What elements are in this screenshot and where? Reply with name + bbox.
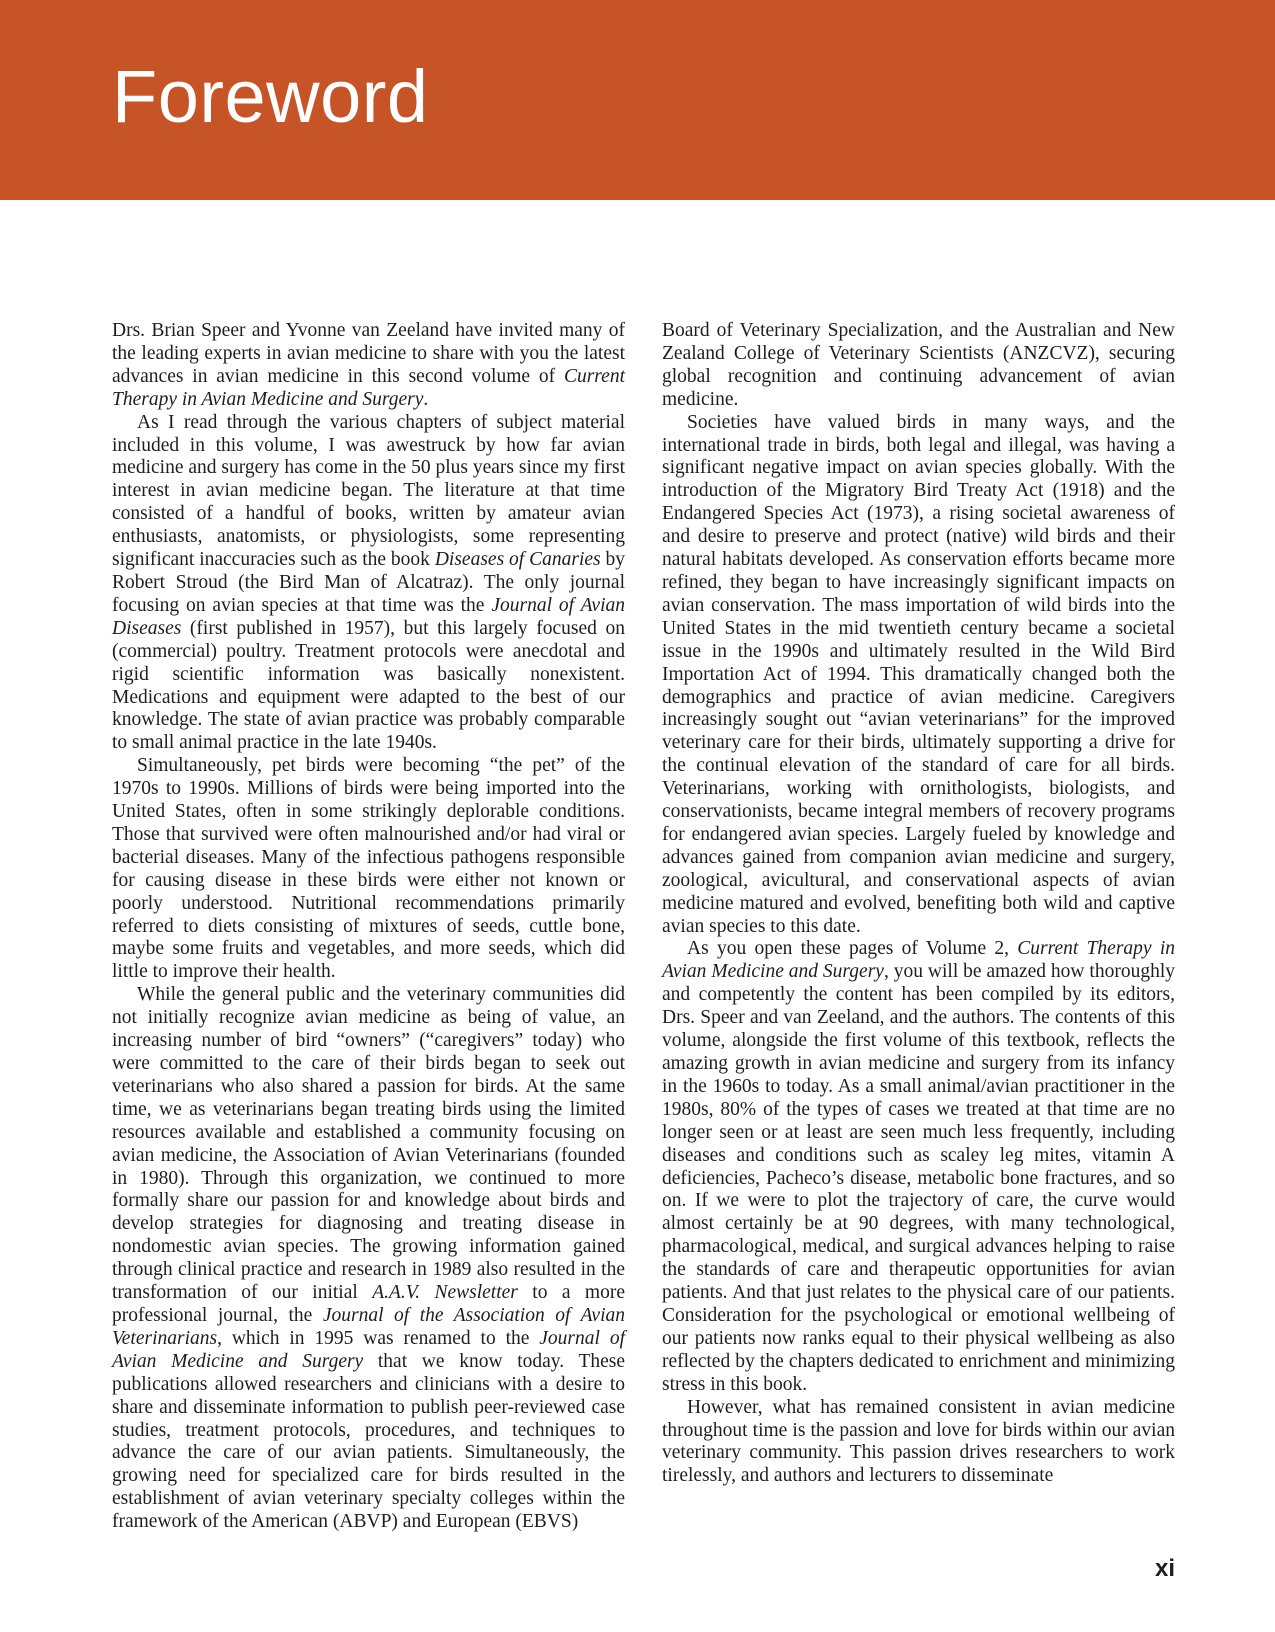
left-column (112, 320, 625, 1534)
book-title: Diseases of Canaries (434, 549, 601, 571)
paragraph: While the general public and the veterinary communities did not initially recognize avian medicine as being of value, an increasing number of bird “owners” (“caregivers” today) who were committed to the care of their birds began to seek out veterinarians who also shared a passion for birds. At the same time, we as veterinarians began treating birds using the limited resources available and established a community focusing on avian medicine, the Association of Avian Veterinarians (founded in 1980). Through this organization, we continued to more formally share our passion for and knowledge about birds and develop strategies for diagnosing and treating disease in nondomestic avian species. The growing information gained through clinical practice and research in 1989 also resulted in the transformation of our initial A.A.V. Newsletter to a more professional journal, the Journal of the Association of Avian Veterinarians, which in 1995 was renamed to the Journal of Avian Medicine and Surgery that we know today. These publications allowed researchers and clinicians with a desire to share and disseminate information to publish peer-reviewed case studies, treatment protocols, procedures, and techniques to advance the care of our avian patients. Simultaneously, the growing need for specialized care for birds resulted in the establishment of avian veterinary specialty colleges within the framework of the American (ABVP) and European (EBVS) (112, 984, 625, 1533)
paragraph: As you open these pages of Volume 2, Current Therapy in Avian Medicine and Surgery, you will be amazed how thoroughly and competently the content has been compiled by its editors, Drs. Speer and van Zeeland, and the authors. The contents of this volume, alongside the first volume of this textbook, reflects the amazing growth in avian medicine and surgery from its infancy in the 1960s to today. As a small animal/avian practitioner in the 1980s, 80% of the types of cases we treated at that time are no longer seen or at least are seen much less frequently, including diseases and conditions such as scaley leg mites, vitamin A deficiencies, Pacheco’s disease, metabolic bone fractures, and so on. If we were to plot the trajectory of care, the curve would almost certainly be at 90 degrees, with many technological, pharmacological, medical, and surgical advances helping to raise the standards of care and therapeutic opportunities for avian patients. And that just relates to the physical care of our patients. Consideration for the psychological or emotional wellbeing of our patients now ranks equal to their physical wellbeing as also reflected by the chapters dedicated to enrichment and minimizing stress in this book. (662, 938, 1175, 1395)
paragraph: Board of Veterinary Specialization, and the Australian and New Zealand College of Veterinary Scientists (ANZCVZ), securing global recognition and continuing advancement of avian medicine. (662, 320, 1175, 410)
right-column (662, 320, 1175, 1488)
paragraph: Societies have valued birds in many ways, and the international trade in birds, both legal and illegal, was having a significant negative impact on avian species globally. With the introduction of the Migratory Bird Treaty Act (1918) and the Endangered Species Act (1973), a rising societal awareness of and desire to preserve and protect (native) wild birds and their natural habitats developed. As conservation efforts became more refined, they began to have increasingly significant impacts on avian conservation. The mass importation of wild birds into the United States in the mid twentieth century became a societal issue in the 1990s and ultimately resulted in the Wild Bird Importation Act of 1994. This dramatically changed both the demographics and practice of avian medicine. Caregivers increasingly sought out “avian veterinarians” for the improved veterinary care for their birds, ultimately supporting a drive for the continual elevation of the standard of care for all birds. Veterinarians, working with ornithologists, biologists, and conservationists, became integral members of recovery programs for endangered avian species. Largely fueled by knowledge and advances gained from companion avian medicine and surgery, zoological, avicultural, and conservational aspects of avian medicine matured and evolved, benefiting both wild and captive avian species to this date. (662, 411, 1175, 937)
journal-title: Journal of the Association of Avian Veterinarians (112, 1304, 625, 1349)
newsletter-title: A.A.V. Newsletter (372, 1282, 518, 1304)
journal-title: Journal of Avian Diseases (112, 594, 625, 639)
paragraph: However, what has remained consistent in avian medicine throughout time is the passion and love for birds within our avian veterinary community. This passion drives researchers to work tirelessly, and authors and lecturers to disseminate (662, 1396, 1175, 1487)
book-title: Current Therapy in Avian Medicine and Surgery (662, 938, 1175, 983)
paragraph: As I read through the various chapters of subject material included in this volume, I was awestruck by how far avian medicine and surgery has come in the 50 plus years since my first interest in avian medicine began. The literature at that time consisted of a handful of books, written by amateur avian enthusiasts, anatomists, or physiologists, some representing significant inaccuracies such as the book Diseases of Canaries by Robert Stroud (the Bird Man of Alcatraz). The only journal focusing on avian species at that time was the Journal of Avian Diseases (first published in 1957), but this largely focused on (commercial) poultry. Treatment protocols were anecdotal and rigid scientific information was basically nonexistent. Medications and equipment were adapted to the best of our knowledge. The state of avian practice was probably comparable to small animal practice in the late 1940s. (112, 411, 626, 754)
paragraph: Drs. Brian Speer and Yvonne van Zeeland have invited many of the leading experts in avian medicine to share with you the latest advances in avian medicine in this second volume of Current Therapy in Avian Medicine and Surgery. (112, 320, 625, 410)
header-banner (0, 0, 1275, 200)
page-title: Foreword (112, 55, 429, 138)
journal-title: Journal of Avian Medicine and Surgery (112, 1327, 625, 1372)
paragraph: Simultaneously, pet birds were becoming “the pet” of the 1970s to 1990s. Millions of birds were being imported into the United States, often in some strikingly deplorable conditions. Those that survived were often malnourished and/or had viral or bacterial diseases. Many of the infectious pathogens responsible for causing disease in these birds were either not known or poorly understood. Nutritional recommendations primarily referred to diets consisting of mixtures of seeds, cuttle bone, maybe some fruits and vegetables, and more seeds, which did little to improve their health. (112, 755, 625, 983)
book-title: Current Therapy in Avian Medicine and Surgery (112, 365, 625, 410)
page-number: xi (1154, 1555, 1175, 1582)
